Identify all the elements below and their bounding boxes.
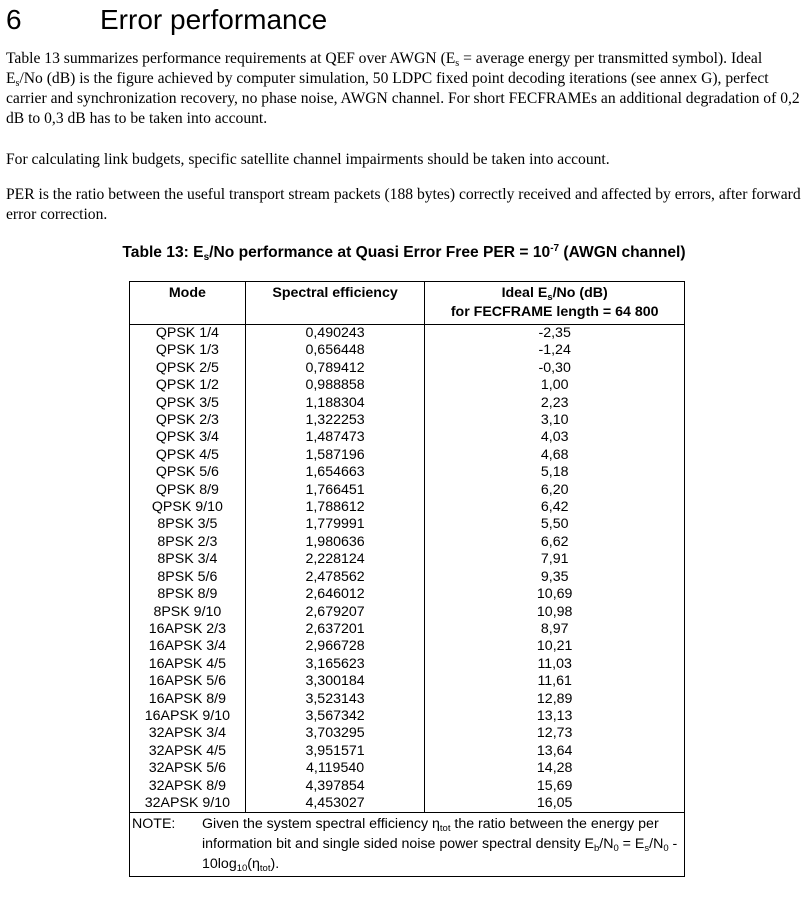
cell-mode: QPSK 1/2: [130, 377, 246, 394]
cell-ideal-esno: 4,68: [425, 447, 685, 464]
cell-ideal-esno: 1,00: [425, 377, 685, 394]
cell-spectral-efficiency: 2,679207: [245, 604, 425, 621]
table-row: [130, 569, 685, 586]
table-row: [130, 516, 685, 533]
cell-ideal-esno: 7,91: [425, 551, 685, 568]
cell-spectral-efficiency: 3,703295: [245, 725, 425, 742]
table-row: [130, 464, 685, 481]
table-header-row: [130, 282, 685, 325]
table-row: [130, 691, 685, 708]
cell-mode: QPSK 2/3: [130, 412, 246, 429]
table-row: [130, 499, 685, 516]
table-row: [130, 412, 685, 429]
cell-spectral-efficiency: 1,766451: [245, 482, 425, 499]
cell-spectral-efficiency: 1,788612: [245, 499, 425, 516]
cell-ideal-esno: 14,28: [425, 760, 685, 777]
cell-mode: 16APSK 3/4: [130, 638, 246, 655]
paragraph-qef-summary: Table 13 summarizes performance requirements at QEF over AWGN ($E_s$ = average energy per transmitted symbol). Ideal $E_s/No$ (dB) is the figure achieved by computer simulation, 50 LDPC fixed point decoding iterations (see annex G), perfect carrier and synchronization recovery, no phase noise, AWGN channel. For short FECFRAMEs an additional degradation of 0,2 dB to 0,3 dB has to be taken into account.: [6, 50, 800, 127]
table-row: [130, 551, 685, 568]
table-caption: Table 13: $E_s/No$ performance at Quasi Error Free PER = $10^{-7}$ (AWGN channel): [122, 243, 686, 263]
cell-mode: 8PSK 5/6: [130, 569, 246, 586]
table-row: [130, 656, 685, 673]
cell-ideal-esno: 12,73: [425, 725, 685, 742]
cell-spectral-efficiency: 2,637201: [245, 621, 425, 638]
cell-mode: QPSK 1/4: [130, 325, 246, 343]
cell-spectral-efficiency: 0,490243: [245, 325, 425, 343]
cell-spectral-efficiency: 2,646012: [245, 586, 425, 603]
cell-ideal-esno: 3,10: [425, 412, 685, 429]
cell-spectral-efficiency: 1,188304: [245, 395, 425, 412]
header-spectral-efficiency: Spectral efficiency: [245, 282, 425, 325]
cell-ideal-esno: 11,61: [425, 673, 685, 690]
table-row: [130, 360, 685, 377]
cell-spectral-efficiency: 1,487473: [245, 429, 425, 446]
table-row: [130, 673, 685, 690]
table-row: [130, 725, 685, 742]
cell-ideal-esno: 15,69: [425, 778, 685, 795]
cell-mode: 32APSK 9/10: [130, 795, 246, 813]
cell-spectral-efficiency: 4,119540: [245, 760, 425, 777]
cell-mode: 16APSK 2/3: [130, 621, 246, 638]
cell-mode: QPSK 3/4: [130, 429, 246, 446]
table-row: [130, 395, 685, 412]
table-note-row: [130, 813, 685, 877]
cell-spectral-efficiency: 1,322253: [245, 412, 425, 429]
cell-spectral-efficiency: 3,300184: [245, 673, 425, 690]
cell-ideal-esno: -0,30: [425, 360, 685, 377]
table-row: [130, 342, 685, 359]
cell-mode: QPSK 9/10: [130, 499, 246, 516]
table-row: [130, 534, 685, 551]
cell-spectral-efficiency: 1,779991: [245, 516, 425, 533]
table-row: [130, 621, 685, 638]
cell-spectral-efficiency: 3,165623: [245, 656, 425, 673]
cell-ideal-esno: 2,23: [425, 395, 685, 412]
cell-spectral-efficiency: 0,789412: [245, 360, 425, 377]
table-row: [130, 760, 685, 777]
section-number: 6: [6, 4, 22, 35]
cell-ideal-esno: 6,20: [425, 482, 685, 499]
cell-mode: 8PSK 3/4: [130, 551, 246, 568]
cell-spectral-efficiency: 1,587196: [245, 447, 425, 464]
table-row: [130, 638, 685, 655]
table-row: [130, 604, 685, 621]
cell-mode: 16APSK 5/6: [130, 673, 246, 690]
cell-spectral-efficiency: 2,228124: [245, 551, 425, 568]
cell-mode: QPSK 4/5: [130, 447, 246, 464]
cell-mode: 16APSK 8/9: [130, 691, 246, 708]
paragraph-link-budgets: For calculating link budgets, specific satellite channel impairments should be taken into account.: [6, 151, 610, 168]
cell-spectral-efficiency: 4,453027: [245, 795, 425, 813]
cell-spectral-efficiency: 0,988858: [245, 377, 425, 394]
table-row: [130, 708, 685, 725]
cell-mode: 16APSK 9/10: [130, 708, 246, 725]
table-row: [130, 743, 685, 760]
cell-ideal-esno: 5,18: [425, 464, 685, 481]
cell-ideal-esno: 5,50: [425, 516, 685, 533]
cell-ideal-esno: 6,62: [425, 534, 685, 551]
table-row: [130, 447, 685, 464]
table-row: [130, 325, 685, 343]
cell-mode: QPSK 8/9: [130, 482, 246, 499]
cell-mode: QPSK 1/3: [130, 342, 246, 359]
performance-table: [129, 281, 685, 877]
table-row: [130, 377, 685, 394]
cell-spectral-efficiency: 1,980636: [245, 534, 425, 551]
cell-mode: QPSK 3/5: [130, 395, 246, 412]
cell-mode: 8PSK 8/9: [130, 586, 246, 603]
cell-mode: 8PSK 2/3: [130, 534, 246, 551]
table-row: [130, 795, 685, 813]
cell-ideal-esno: 10,21: [425, 638, 685, 655]
cell-mode: 32APSK 8/9: [130, 778, 246, 795]
cell-spectral-efficiency: 3,567342: [245, 708, 425, 725]
cell-ideal-esno: 6,42: [425, 499, 685, 516]
cell-spectral-efficiency: 1,654663: [245, 464, 425, 481]
cell-mode: 32APSK 4/5: [130, 743, 246, 760]
note-text: Given the system spectral efficiency $\eta_{tot}$ the ratio between the energy per information bit and single sided noise power spectral density $E_b/N_0 = E_s/N_0 - 10\log_{10}(\eta_{tot})$.: [202, 816, 678, 875]
cell-ideal-esno: 12,89: [425, 691, 685, 708]
table-row: [130, 482, 685, 499]
cell-ideal-esno: 16,05: [425, 795, 685, 813]
cell-spectral-efficiency: 3,523143: [245, 691, 425, 708]
table-row: [130, 586, 685, 603]
header-ideal-esno: Ideal $E_s/No$ (dB) for FECFRAME length = 64 800: [425, 282, 685, 325]
cell-mode: QPSK 2/5: [130, 360, 246, 377]
table-row: [130, 429, 685, 446]
cell-ideal-esno: -2,35: [425, 325, 685, 343]
cell-ideal-esno: 4,03: [425, 429, 685, 446]
cell-ideal-esno: -1,24: [425, 342, 685, 359]
cell-spectral-efficiency: 2,966728: [245, 638, 425, 655]
cell-mode: 8PSK 9/10: [130, 604, 246, 621]
cell-ideal-esno: 10,69: [425, 586, 685, 603]
cell-spectral-efficiency: 0,656448: [245, 342, 425, 359]
table-note: [130, 813, 685, 877]
cell-ideal-esno: 8,97: [425, 621, 685, 638]
cell-ideal-esno: 13,64: [425, 743, 685, 760]
header-mode: Mode: [130, 282, 246, 325]
cell-ideal-esno: 11,03: [425, 656, 685, 673]
cell-spectral-efficiency: 2,478562: [245, 569, 425, 586]
note-label: NOTE:: [132, 816, 176, 833]
cell-mode: 32APSK 3/4: [130, 725, 246, 742]
table-row: [130, 778, 685, 795]
cell-mode: 8PSK 3/5: [130, 516, 246, 533]
section-title: Error performance: [100, 4, 328, 35]
paragraph-per-definition: PER is the ratio between the useful transport stream packets (188 bytes) correctly received and affected by errors, after forward error correction.: [6, 186, 801, 223]
cell-mode: 32APSK 5/6: [130, 760, 246, 777]
cell-mode: QPSK 5/6: [130, 464, 246, 481]
cell-mode: 16APSK 4/5: [130, 656, 246, 673]
cell-ideal-esno: 9,35: [425, 569, 685, 586]
cell-ideal-esno: 10,98: [425, 604, 685, 621]
cell-ideal-esno: 13,13: [425, 708, 685, 725]
cell-spectral-efficiency: 3,951571: [245, 743, 425, 760]
cell-spectral-efficiency: 4,397854: [245, 778, 425, 795]
